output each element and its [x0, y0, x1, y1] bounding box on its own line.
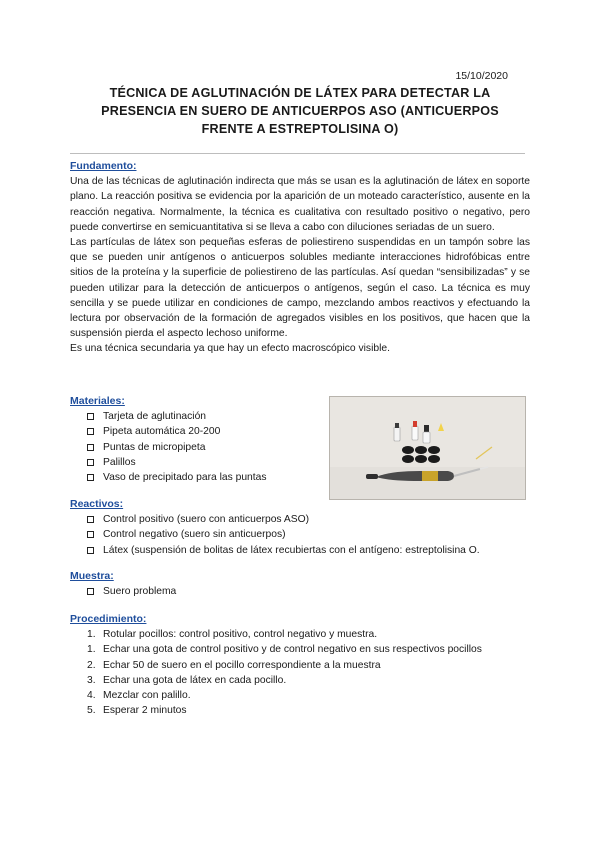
reactivos-heading: Reactivos: [70, 498, 124, 510]
list-item: Control positivo (suero con anticuerpos ASO) [87, 512, 530, 527]
fundamento-section [70, 159, 530, 357]
procedimiento-section [70, 612, 530, 718]
title-line-1: TÉCNICA DE AGLUTINACIÓN DE LÁTEX PARA DETECTAR LA [109, 86, 491, 100]
reactivos-list [70, 512, 530, 558]
title-line-3: FRENTE A ESTREPTOLISINA O) [201, 122, 399, 136]
list-item: Vaso de precipitado para las puntas [87, 470, 320, 485]
list-item: 1. Echar una gota de control positivo y de control negativo en sus respectivos pocillos [87, 644, 482, 656]
checkbox-icon [87, 547, 94, 554]
muestra-section [70, 569, 530, 599]
reactivos-section [70, 497, 530, 558]
document-title [70, 84, 530, 138]
procedimiento-list [70, 627, 530, 718]
checkbox-icon [87, 588, 94, 595]
checkbox-icon [87, 444, 94, 451]
checkbox-icon [87, 413, 94, 420]
title-line-2: PRESENCIA EN SUERO DE ANTICUERPOS ASO (ANTICUERPOS [101, 104, 499, 118]
materiales-heading: Materiales: [70, 395, 125, 407]
checkbox-icon [87, 428, 94, 435]
muestra-list [70, 584, 530, 599]
materiales-section [70, 394, 320, 485]
fundamento-paragraph-1: Una de las técnicas de aglutinación indirecta que más se usan es la aglutinación de látex en soporte plano. La reacción positiva se evidencia por la aparición de un moteado característico, ausente en la reacción negativa. Normalmente, la técnica es cualitativa con resultado positivo o negativo, pero puede convertirse en semicuantitativa si se lleva a cabo con diluciones seriadas de un suero. [70, 176, 530, 233]
title-divider [70, 153, 525, 154]
list-item: 2. Echar 50 de suero en el pocillo correspondiente a la muestra [87, 659, 381, 671]
list-item: Tarjeta de aglutinación [87, 409, 320, 424]
list-item: Palillos [87, 455, 320, 470]
document-date: 15/10/2020 [455, 70, 508, 82]
list-item: 1. Rotular pocillos: control positivo, control negativo y muestra. [87, 629, 378, 641]
checkbox-icon [87, 531, 94, 538]
list-item: 4. Mezclar con palillo. [87, 690, 191, 702]
list-item: Suero problema [87, 584, 530, 599]
materiales-list [70, 409, 320, 485]
list-item: Control negativo (suero sin anticuerpos) [87, 527, 530, 542]
muestra-heading: Muestra: [70, 570, 114, 582]
materials-photo-illustration [330, 397, 526, 500]
list-item: 3. Echar una gota de látex en cada pocillo. [87, 674, 287, 686]
fundamento-paragraph-2: Las partículas de látex son pequeñas esferas de poliestireno suspendidas en un tampón sobre las que se pueden unir antígenos o anticuerpos solubles mediante interacciones hidrofóbicas entre sitios de la proteína y la superficie de poliestireno de las partículas. Así quedan “sensibilizadas” y se pueden utilizar para la detección de anticuerpos o antígenos, según el caso. La técnica es muy sencilla y se puede utilizar en condiciones de campo, mezclando ambos reactivos y efectuando la lectura por observación de la formación de agregados visibles en los positivos, que hacen que la suspensión pierda el aspecto lechoso uniforme. [70, 237, 530, 340]
list-item: Pipeta automática 20-200 [87, 424, 320, 439]
fundamento-heading: Fundamento: [70, 160, 137, 172]
list-item: Látex (suspensión de bolitas de látex recubiertas con el antígeno: estreptolisina O. [87, 543, 530, 558]
list-item: Puntas de micropipeta [87, 440, 320, 455]
checkbox-icon [87, 516, 94, 523]
procedimiento-heading: Procedimiento: [70, 613, 147, 625]
fundamento-paragraph-3: Es una técnica secundaria ya que hay un efecto macroscópico visible. [70, 343, 390, 355]
checkbox-icon [87, 459, 94, 466]
checkbox-icon [87, 474, 94, 481]
list-item: 5. Esperar 2 minutos [87, 705, 187, 717]
materials-photo [329, 396, 526, 500]
